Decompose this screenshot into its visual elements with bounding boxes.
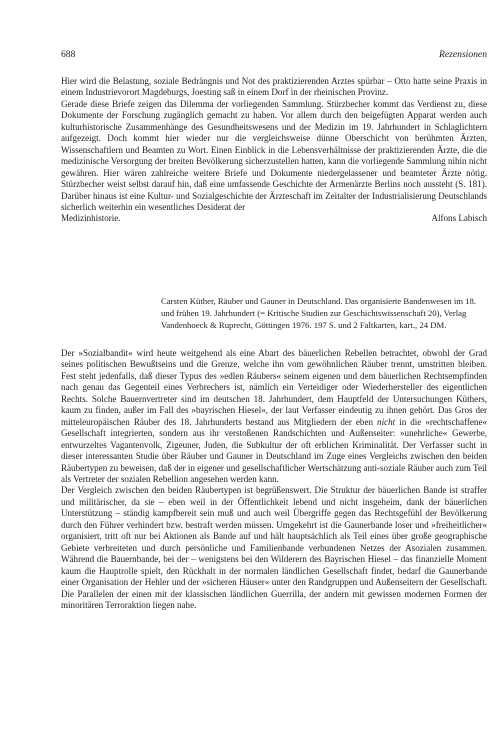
review-one-closing-line <box>61 213 487 224</box>
section-title: Rezensionen <box>439 49 487 60</box>
review-one-paragraph-2: Gerade diese Briefe zeigen das Dilemma der vorliegenden Sammlung. Stürzbecher kommt das Verdienst zu, diese Dokumente der Forschung zugänglich gemacht zu haben. Vor allem durch den beigefügten Apparat werden auch kulturhistorische Zusammenhänge des Gesundheitswesens und der Medizin im 19. Jahrhundert in Schlaglichtern aufgezeigt. Doch kommt hier wieder nur die vergleichsweise dünne Oberschicht von berühmten Ärzten, Wissenschaftlern und Beamten zu Wort. Einen Einblick in die Lebensverhältnisse der praktizierenden Ärzte, die die medizinische Versorgung der breiten Bevölkerung sicherzustellen hatten, kann die vorliegende Sammlung nihin nicht gewähren. Hier wären zahlreiche weitere Briefe und Dokumente niedergelassener und beamteter Ärzte nötig. Stürzbecher weist selbst darauf hin, daß eine umfassende Geschichte der Armenärzte Berlins noch aussteht (S. 181). Darüber hinaus ist eine Kultur- und Sozialgeschichte der Ärzteschaft im Zeitalter der Industrialisierung Deutschlands sicherlich weiterhin ein wesentliches Desiderat der <box>61 98 487 212</box>
running-header <box>61 49 487 63</box>
page-number: 688 <box>61 49 76 60</box>
review-two-paragraph-1 <box>61 348 487 485</box>
review-two-text <box>61 348 487 611</box>
book-citation-text: Carsten Küther, Räuber und Gauner in Deutschland. Das organisierte Bandenwesen im 18. und frühen 19. Jahrhundert (= Kritische Studien zur Geschichtswissenschaft 20), Verlag Vandenhoeck & Ruprecht, Göttingen 1976. 197 S. und 2 Faltkarten, kart., 24 DM. <box>161 296 477 330</box>
book-citation <box>161 296 487 331</box>
review-author: Alfons Labisch <box>431 213 487 224</box>
paragraph-1-text-after: in die »rechtschaffene« Gesellschaft integrierten, sondern aus ihr verstoßenen Randschichten und Außenseiter: »unehrliche« Gewerbe, entwurzeltes Vagantenvolk, Zigeuner, Juden, die Subkultur der oft erblichen Kriminalität. Der Verfasser sucht in dieser interessanten Studie über Räuber und Gauner in Deutschland im Zuge eines Vergleichs zwischen den beiden Räubertypen zu beweisen, daß der in eigener und gesellschaftlicher Wertschätzung anti-soziale Räuber auch zum Teil als Vertreter der sozialen Rebellion angesehen werden kann. <box>61 416 487 484</box>
emphasized-word: nicht <box>377 416 396 427</box>
review-one-paragraph-1: Hier wird die Belastung, soziale Bedrängnis und Not des praktizierenden Arztes spürbar – Otto hatte seine Praxis in einem Industrievorort Magdeburgs, Joesting saß in einem Dorf in der rheinischen Provinz. <box>61 76 487 98</box>
review-one-last-line: Medizinhistorie. <box>61 213 121 224</box>
paragraph-1-text-before: Der »Sozialbandit« wird heute weitgehend als eine Abart des bäuerlichen Rebellen betrachtet, obwohl der Grad seines politischen Bewußtseins und die Grenze, welche ihn vom gewöhnlichen Räuber trennt, umstritten bleiben. Fest steht jedenfalls, daß dieser Typus des »edlen Räubers« seinem eigenen und dem bäuerlichen Rechtsempfinden nach genau das Gegenteil eines Verbrechers ist, nämlich ein Verteidiger oder Wiederhersteller des eigentlichen Rechts. Solche Bauernvertreter sind im deutschen 18. Jahrhundert, dem Hauptfeld der Untersuchungen Küthers, kaum zu finden, außer im Fall des »bayrischen Hiesel«, der laut Verfasser eindeutig zu ihnen gehört. Das Gros der mitteleuropäischen Räuber des 18. Jahrhunderts bestand aus Mitgliedern der eben <box>61 348 487 427</box>
review-two-paragraph-2: Der Vergleich zwischen den beiden Räubertypen ist begrüßenswert. Die Struktur der bäuerlichen Bande ist straffer und militärischer, da sie – eben weil in der Öffentlichkeit lebend und nicht insgeheim, dank der bäuerlichen Unterstützung – ständig kampfbereit sein muß und auch weil Übergriffe gegen das Rechtsgefühl der Bevölkerung durch den Führer verhindert bzw. bestraft werden müssen. Umgekehrt ist die Gaunerbande loser und »freiheitlicher« organisiert, tritt oft nur bei Aktionen als Bande auf und hält hauptsächlich als Teil eines über große geographische Gebiete verbreiteten und durch persönliche und Familienbande verbundenen Netzes der Asozialen zusammen. Während die Bauernbande, bei der – wenigstens bei den Wilderern des Bayrischen Hiesel – das finanzielle Moment kaum die Hauptrolle spielt, den Rückhalt in der normalen ländlichen Gesellschaft findet, bedarf die Gaunerbande einer Organisation der Hehler und der »sicheren Häuser« unter den Randgruppen und Außenseitern der Gesellschaft. Die Parallelen der einen mit der klassischen ländlichen Guerrilla, der andern mit gewissen modernen Formen der minoritären Terroraktion liegen nahe. <box>61 485 487 610</box>
review-one-text <box>61 76 487 225</box>
